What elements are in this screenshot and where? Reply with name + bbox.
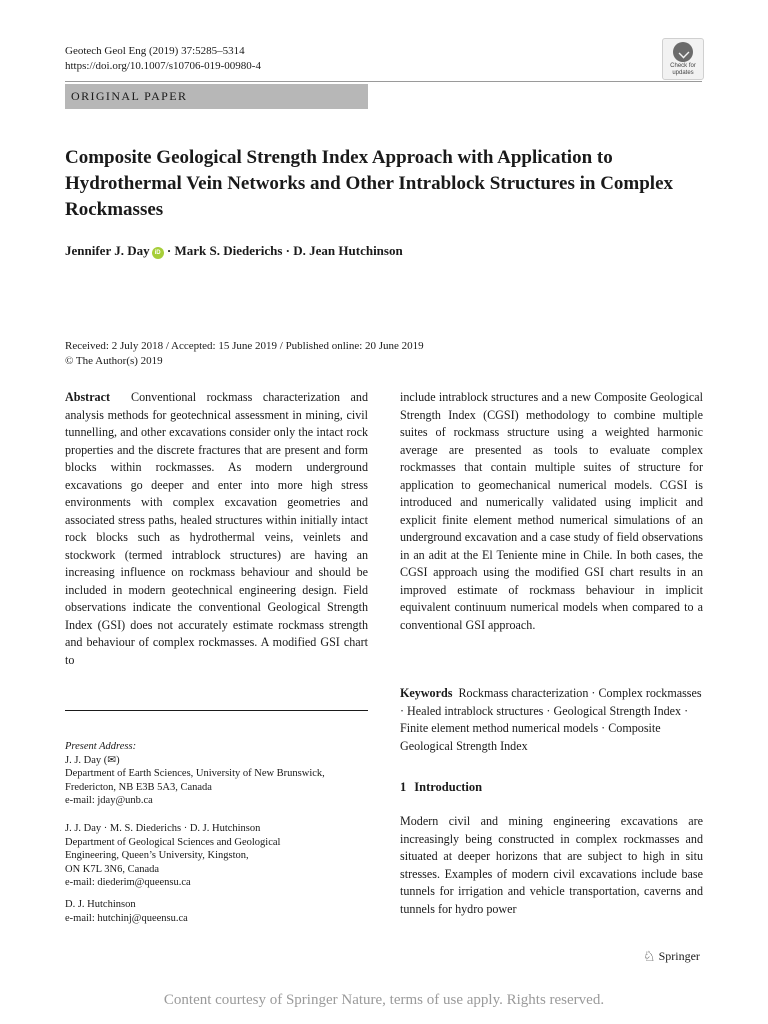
introduction-text bbox=[400, 813, 703, 918]
check-updates-icon bbox=[673, 42, 693, 62]
keywords-text: Rockmass characterization · Complex rockmasses · Healed intrablock structures · Geological Strength Index · Finite element method numerical models · Composite Geological Strength Index bbox=[400, 686, 702, 753]
abstract-label: Abstract bbox=[65, 390, 111, 404]
check-for-updates-badge[interactable] bbox=[662, 38, 704, 80]
article-history bbox=[65, 339, 424, 369]
journal-meta bbox=[65, 44, 261, 74]
abstract-right-column bbox=[400, 389, 703, 634]
affiliation-footnote bbox=[65, 822, 368, 890]
author-list bbox=[65, 243, 403, 259]
section-title: Introduction bbox=[414, 780, 483, 794]
introduction-paragraph: Modern civil and mining engineering excavations are increasingly being constructed in complex rockmasses and situated at deeper horizons that are subject to high in situ stresses. Examples of modern civil excavations include base tunnels for irrigation and vehicle transportation, caverns and tunnels for hydro power bbox=[400, 814, 703, 916]
history-dates: Received: 2 July 2018 / Accepted: 15 June 2019 / Published online: 20 June 2019 bbox=[65, 340, 424, 352]
keywords-label: Keywords bbox=[400, 686, 453, 700]
hutchinson-footnote bbox=[65, 898, 368, 925]
affiliation-line: ON K7L 3N6, Canada bbox=[65, 863, 160, 875]
present-address-email[interactable]: e-mail: jday@unb.ca bbox=[65, 795, 153, 806]
affiliation-line: J. J. Day · M. S. Diederichs · D. J. Hutchinson bbox=[65, 823, 261, 834]
affiliation-line: Engineering, Queen’s University, Kingston, bbox=[65, 850, 249, 861]
publisher-name: Springer bbox=[658, 949, 700, 963]
keywords-block bbox=[400, 685, 703, 755]
courtesy-notice: Content courtesy of Springer Nature, terms of use apply. Rights reserved. bbox=[163, 992, 605, 1008]
abstract-left-column bbox=[65, 389, 368, 669]
present-address-label: Present Address: bbox=[65, 741, 137, 752]
badge-line-1: Check for bbox=[670, 63, 696, 69]
badge-line-2: updates bbox=[672, 70, 694, 76]
hutchinson-email[interactable]: e-mail: hutchinj@queensu.ca bbox=[65, 912, 188, 924]
publisher-logo bbox=[643, 949, 700, 966]
footnote-divider bbox=[65, 710, 368, 711]
section-number: 1 bbox=[400, 780, 407, 794]
present-address-line: J. J. Day (✉) bbox=[65, 754, 120, 766]
orcid-icon[interactable]: iD bbox=[152, 247, 164, 259]
header-rule bbox=[65, 81, 702, 82]
article-title: Composite Geological Strength Index Approach with Application to Hydrothermal Vein Networks and Other Intrablock Structures in Complex Rockmasses bbox=[65, 147, 674, 220]
journal-citation: Geotech Geol Eng (2019) 37:5285–5314 bbox=[65, 45, 245, 57]
doi-link[interactable]: https://doi.org/10.1007/s10706-019-00980-4 bbox=[65, 60, 261, 72]
author-others: · Mark S. Diederichs · D. Jean Hutchinson bbox=[163, 243, 403, 258]
abstract-text-right: include intrablock structures and a new Composite Geological Strength Index (CGSI) methodology to combine multiple suites of rockmass structure using a weighted harmonic average are presented as tools to evaluate complex rockmasses that contain multiple suites of structure for application to geomechanical numerical models. CGSI is introduced and numerically validated using implicit and explicit finite element method numerical simulations of an underground excavation and a case study of field observations in an adit at the El Teniente mine in Chile. In both cases, the CGSI approach using the modified GSI chart results in an improved estimate of rockmass behaviour in implicit equivalent continuum numerical models when compared to a conventional GSI approach. bbox=[400, 390, 703, 632]
article-type-band: ORIGINAL PAPER bbox=[65, 84, 368, 109]
hutchinson-name: D. J. Hutchinson bbox=[65, 899, 136, 910]
abstract-text-left: Conventional rockmass characterization and analysis methods for geotechnical assessment in mining, civil tunnelling, and other excavations consider only the intact rock properties and the discrete fractures that are present and form blocks within rockmasses. As modern underground excavations go deeper and enter into more high stress environments with complex excavation geometries and associated stress paths, healed structures within initially intact rock blocks such as hydrothermal veins, veinlets and stockwork (termed intrablock structures) are having an increasing influence on rockmass behaviour and should be included in modern geotechnical engineering design. Field observations indicate the conventional Geological Strength Index (GSI) does not accurately estimate rockmass strength and behaviour of complex rockmasses. A modified GSI chart to bbox=[65, 390, 368, 667]
present-address-line: Department of Earth Sciences, University of New Brunswick, bbox=[65, 768, 325, 779]
springer-knight-icon: ♘ bbox=[643, 950, 656, 965]
present-address-footnote bbox=[65, 740, 368, 808]
affiliation-email[interactable]: e-mail: diederim@queensu.ca bbox=[65, 877, 191, 888]
copyright-line: © The Author(s) 2019 bbox=[65, 355, 163, 367]
section-heading-introduction bbox=[400, 780, 482, 795]
affiliation-line: Department of Geological Sciences and Geological bbox=[65, 836, 281, 848]
present-address-line: Fredericton, NB E3B 5A3, Canada bbox=[65, 781, 212, 793]
author-day[interactable]: Jennifer J. Day bbox=[65, 243, 150, 258]
